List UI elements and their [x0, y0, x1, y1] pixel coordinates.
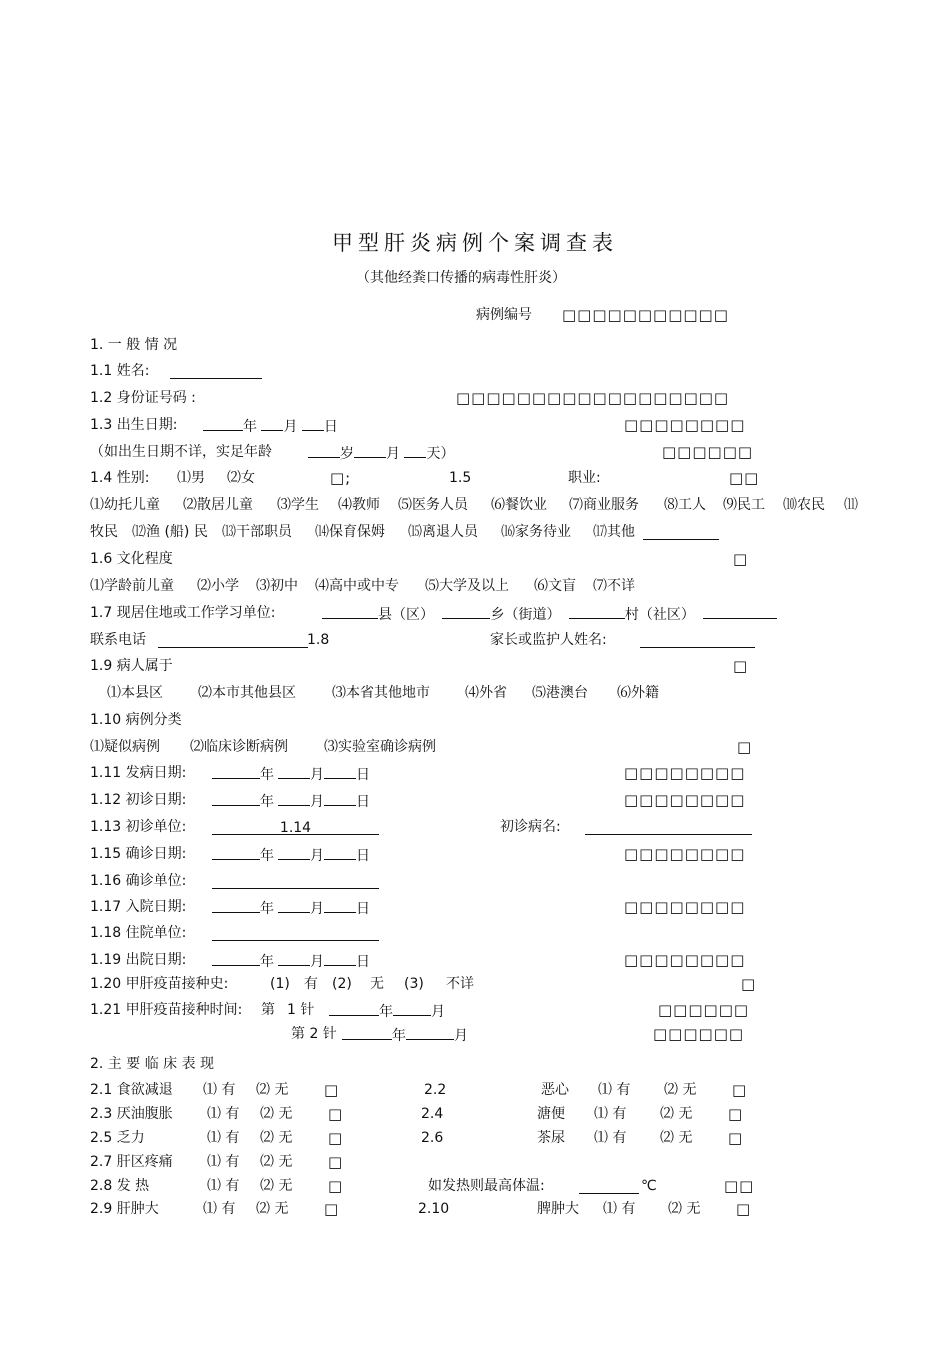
dose2-fields: [342, 1025, 468, 1045]
year-unit: 年: [392, 1028, 406, 1044]
month-field[interactable]: [278, 951, 310, 966]
symptom-box[interactable]: □: [736, 1200, 752, 1218]
no-option[interactable]: ⑵ 无: [260, 1178, 293, 1194]
max-temperature-label: 如发热则最高体温:: [428, 1178, 545, 1194]
dose2-label: 第 2 针: [291, 1026, 337, 1042]
symptom-liver-pain-label: 2.7 肝区疼痛: [90, 1154, 173, 1170]
age-note-label: （如出生日期不详，实足年龄: [90, 444, 272, 460]
birth-year-field[interactable]: [203, 416, 243, 431]
first-visit-date-label: 1.12 初诊日期:: [90, 792, 187, 808]
month-unit: 月: [431, 1004, 445, 1020]
year-unit: 年: [243, 419, 257, 435]
residence-option[interactable]: ⑸港澳台: [532, 685, 588, 701]
birth-date-fields: [203, 416, 338, 436]
no-option[interactable]: ⑵ 无: [260, 1130, 293, 1146]
occ-option[interactable]: ⒀干部职员: [222, 524, 292, 540]
max-temperature-field[interactable]: [579, 1179, 639, 1194]
occ-other-field[interactable]: [643, 525, 719, 540]
admission-date-label: 1.17 入院日期:: [90, 899, 187, 915]
day-unit: 日: [356, 794, 370, 810]
item-1-8-number: 1.8: [307, 632, 330, 648]
confirm-date-fields: [212, 845, 370, 865]
occ-option[interactable]: ⑹餐饮业: [491, 497, 547, 513]
occ-option[interactable]: ⑷教师: [338, 497, 380, 513]
residence-box[interactable]: □: [733, 657, 749, 675]
yes-option[interactable]: ⑴ 有: [603, 1201, 636, 1217]
occ-option[interactable]: ⑽农民: [783, 497, 825, 513]
residence-option[interactable]: ⑶本省其他地市: [332, 685, 430, 701]
month-unit: 月: [310, 794, 324, 810]
no-option[interactable]: ⑵ 无: [660, 1106, 693, 1122]
address-detail-field[interactable]: [703, 604, 777, 619]
first-visit-unit-field[interactable]: [212, 819, 379, 835]
id-label: 1.2 身份证号码 :: [90, 390, 196, 406]
occ-option[interactable]: ⑿渔 (船) 民: [132, 524, 208, 540]
hospital-unit-label: 1.18 住院单位:: [90, 925, 187, 941]
month-field[interactable]: [278, 845, 310, 860]
yes-option[interactable]: ⑴ 有: [207, 1106, 240, 1122]
guardian-field[interactable]: [640, 633, 755, 648]
occ-option[interactable]: ⑻工人: [664, 497, 706, 513]
edu-option[interactable]: ⑸大学及以上: [425, 578, 509, 594]
first-visit-date-fields: [212, 791, 370, 811]
celsius-unit: ℃: [641, 1178, 657, 1194]
sex-female-option[interactable]: ⑵女: [227, 470, 255, 486]
month-unit: 月: [310, 954, 324, 970]
town-field[interactable]: [442, 604, 490, 619]
onset-date-fields: [212, 764, 370, 784]
section1-heading: 1. 一 般 情 况: [90, 337, 178, 353]
occupation-number: 1.5: [449, 470, 472, 486]
item-2-4-number: 2.4: [421, 1106, 444, 1122]
year-unit: 年: [260, 767, 274, 783]
year-field[interactable]: [212, 791, 260, 806]
age-boxes[interactable]: □□□□□□: [662, 443, 754, 461]
symptom-box[interactable]: □: [328, 1105, 344, 1123]
symptom-box[interactable]: □: [328, 1177, 344, 1195]
section2-heading: 2. 主 要 临 床 表 现: [90, 1056, 215, 1072]
symptom-splenomegaly-label: 脾肿大: [537, 1201, 579, 1217]
edu-option[interactable]: ⑷高中或中专: [315, 578, 399, 594]
occ-option[interactable]: ⑾: [844, 497, 858, 513]
symptom-box[interactable]: □: [732, 1081, 748, 1099]
year-unit: 年: [260, 848, 274, 864]
vac-option-text[interactable]: 不详: [446, 976, 474, 992]
edu-option[interactable]: ⑹文盲: [534, 578, 576, 594]
month-field[interactable]: [278, 898, 310, 913]
residence-option[interactable]: ⑷外省: [465, 685, 507, 701]
occupation-boxes[interactable]: □□: [729, 469, 760, 487]
class-option[interactable]: ⑶实验室确诊病例: [324, 739, 436, 755]
form-title: 甲型肝炎病例个案调查表: [332, 231, 618, 255]
occ-option[interactable]: ⑺商业服务: [569, 497, 639, 513]
year-unit: 年: [260, 954, 274, 970]
year-unit: 年: [260, 901, 274, 917]
yes-option[interactable]: ⑴ 有: [594, 1130, 627, 1146]
no-option[interactable]: ⑵ 无: [260, 1154, 293, 1170]
no-option[interactable]: ⑵ 无: [256, 1201, 289, 1217]
vac-option-text[interactable]: 有: [304, 976, 318, 992]
day-field[interactable]: [324, 845, 356, 860]
name-field[interactable]: [170, 364, 262, 379]
village-unit: 村（社区）: [624, 607, 695, 623]
case-number-label: 病例编号: [476, 307, 532, 323]
education-box[interactable]: □: [733, 550, 749, 568]
no-option[interactable]: ⑵ 无: [664, 1082, 697, 1098]
class-option[interactable]: ⑵临床诊断病例: [190, 739, 288, 755]
day-field[interactable]: [324, 791, 356, 806]
id-boxes[interactable]: □□□□□□□□□□□□□□□□□□: [456, 389, 730, 407]
onset-date-label: 1.11 发病日期:: [90, 765, 187, 781]
vac-option-text[interactable]: 无: [370, 976, 384, 992]
classification-box[interactable]: □: [737, 738, 753, 756]
discharge-date-fields: [212, 951, 370, 971]
day-unit: 日: [356, 954, 370, 970]
occupation-label: 职业:: [568, 470, 601, 486]
phone-field[interactable]: [158, 633, 308, 648]
month-unit: 月: [310, 848, 324, 864]
vaccine-history-label: 1.20 甲肝疫苗接种史:: [90, 976, 229, 992]
symptom-box[interactable]: □: [324, 1200, 340, 1218]
month-unit: 月: [454, 1028, 468, 1044]
occ-option[interactable]: ⑶学生: [277, 497, 319, 513]
year-field[interactable]: [329, 1001, 379, 1016]
dose1-label: [261, 1001, 314, 1019]
yes-option[interactable]: ⑴ 有: [203, 1201, 236, 1217]
day-unit: 日: [356, 767, 370, 783]
item-1-14-number: 1.14: [279, 820, 312, 836]
month-unit: 月: [310, 901, 324, 917]
edu-option[interactable]: ⑴学龄前儿童: [90, 578, 174, 594]
residence-option[interactable]: ⑹外籍: [617, 685, 659, 701]
phone-label: 联系电话: [90, 632, 146, 648]
first-visit-date-boxes[interactable]: □□□□□□□□: [624, 791, 746, 809]
birth-day-field[interactable]: [302, 416, 324, 431]
year-field[interactable]: [212, 951, 260, 966]
symptom-box[interactable]: □: [728, 1105, 744, 1123]
guardian-label: 家长或监护人姓名:: [490, 632, 607, 648]
no-option[interactable]: ⑵ 无: [668, 1201, 701, 1217]
form-subtitle: （其他经粪口传播的病毒性肝炎）: [356, 270, 566, 286]
occ-option[interactable]: ⒃家务待业: [501, 524, 571, 540]
occ-option[interactable]: ⑸医务人员: [398, 497, 468, 513]
first-visit-unit-label: 1.13 初诊单位:: [90, 819, 187, 835]
vaccine-history-box[interactable]: □: [741, 975, 757, 993]
day-unit: 日: [356, 848, 370, 864]
no-option[interactable]: ⑵ 无: [256, 1082, 289, 1098]
symptom-tea-urine-label: 茶尿: [537, 1130, 565, 1146]
month-unit: 月: [310, 767, 324, 783]
yes-option[interactable]: ⑴ 有: [207, 1154, 240, 1170]
age-month-unit: 月: [386, 446, 400, 462]
symptom-nausea-label: 恶心: [541, 1082, 569, 1098]
birth-boxes[interactable]: □□□□□□□□: [624, 416, 746, 434]
residence-option[interactable]: ⑵本市其他县区: [198, 685, 296, 701]
age-day-unit: 天）: [426, 446, 455, 462]
sex-box[interactable]: □;: [330, 469, 352, 487]
yes-option[interactable]: ⑴ 有: [594, 1106, 627, 1122]
confirm-unit-label: 1.16 确诊单位:: [90, 873, 187, 889]
sex-label: 1.4 性别:: [90, 470, 150, 486]
symptom-box[interactable]: □: [328, 1129, 344, 1147]
onset-date-boxes[interactable]: □□□□□□□□: [624, 764, 746, 782]
confirm-date-label: 1.15 确诊日期:: [90, 846, 187, 862]
age-fields: [308, 443, 454, 463]
year-field[interactable]: [342, 1025, 392, 1040]
dose1-boxes[interactable]: □□□□□□: [658, 1001, 750, 1019]
edu-option[interactable]: ⑵小学: [197, 578, 239, 594]
age-day-field[interactable]: [404, 443, 426, 458]
vac-option-num[interactable]: (3): [404, 976, 424, 992]
yes-option[interactable]: ⑴ 有: [203, 1082, 236, 1098]
year-field[interactable]: [212, 764, 260, 779]
item-2-10-number: 2.10: [418, 1201, 450, 1217]
no-option[interactable]: ⑵ 无: [660, 1130, 693, 1146]
occ-option[interactable]: ⑼民工: [723, 497, 765, 513]
confirm-date-boxes[interactable]: □□□□□□□□: [624, 845, 746, 863]
symptom-fever-label: 2.8 发 热: [90, 1178, 150, 1194]
age-month-field[interactable]: [354, 443, 386, 458]
symptom-hepatomegaly-label: 2.9 肝肿大: [90, 1201, 159, 1217]
year-field[interactable]: [212, 898, 260, 913]
case-number-boxes[interactable]: □□□□□□□□□□□: [562, 306, 729, 324]
occ-option[interactable]: ⒂离退人员: [408, 524, 478, 540]
dose1-number: 1 针: [287, 1002, 315, 1018]
town-unit: 乡（街道）: [490, 607, 561, 623]
item-2-2-number: 2.2: [424, 1082, 447, 1098]
sex-male-option[interactable]: ⑴男: [177, 470, 205, 486]
occ-option[interactable]: 牧民: [90, 524, 118, 540]
confirm-unit-field[interactable]: [212, 874, 379, 889]
symptom-fatigue-label: 2.5 乏力: [90, 1130, 145, 1146]
no-option[interactable]: ⑵ 无: [260, 1106, 293, 1122]
edu-option[interactable]: ⑶初中: [256, 578, 298, 594]
day-unit: 日: [323, 419, 338, 435]
county-field[interactable]: [322, 604, 378, 619]
month-unit: 月: [283, 419, 298, 435]
month-field[interactable]: [393, 1001, 431, 1016]
occ-option[interactable]: ⑴幼托儿童: [90, 497, 160, 513]
occ-option[interactable]: ⒄其他: [593, 524, 635, 540]
year-unit: 年: [379, 1004, 393, 1020]
symptom-greasy-label: 2.3 厌油腹胀: [90, 1106, 173, 1122]
first-diagnosis-field[interactable]: [585, 820, 752, 835]
address-label: 1.7 现居住地或工作学习单位:: [90, 605, 276, 621]
month-field[interactable]: [278, 791, 310, 806]
day-unit: 日: [356, 901, 370, 917]
residence-option[interactable]: ⑴本县区: [107, 685, 163, 701]
temperature-boxes[interactable]: □□: [724, 1177, 755, 1195]
day-field[interactable]: [324, 764, 356, 779]
admission-date-boxes[interactable]: □□□□□□□□: [624, 898, 746, 916]
vac-option-num[interactable]: (1): [270, 976, 290, 992]
yes-option[interactable]: ⑴ 有: [598, 1082, 631, 1098]
yes-option[interactable]: ⑴ 有: [207, 1178, 240, 1194]
dose1-prefix: 第: [261, 1002, 275, 1018]
symptom-box[interactable]: □: [324, 1081, 340, 1099]
day-field[interactable]: [324, 898, 356, 913]
age-year-field[interactable]: [308, 443, 340, 458]
occ-option[interactable]: ⒁保育保姆: [315, 524, 385, 540]
dose2-boxes[interactable]: □□□□□□: [653, 1025, 745, 1043]
month-field[interactable]: [406, 1025, 454, 1040]
symptom-loose-stool-label: 溏便: [537, 1106, 565, 1122]
discharge-date-boxes[interactable]: □□□□□□□□: [624, 951, 746, 969]
residence-label: 1.9 病人属于: [90, 658, 173, 674]
class-option[interactable]: ⑴疑似病例: [90, 739, 160, 755]
birth-label: 1.3 出生日期:: [90, 417, 178, 433]
first-diagnosis-label: 初诊病名:: [500, 819, 561, 835]
age-year-unit: 岁: [340, 446, 354, 462]
address-fields: [322, 604, 777, 624]
year-field[interactable]: [212, 845, 260, 860]
admission-date-fields: [212, 898, 370, 918]
vaccine-time-label: 1.21 甲肝疫苗接种时间:: [90, 1002, 243, 1018]
symptom-appetite-label: 2.1 食欲减退: [90, 1082, 173, 1098]
dose1-fields: [329, 1001, 445, 1021]
name-label: 1.1 姓名:: [90, 363, 150, 379]
month-field[interactable]: [278, 764, 310, 779]
item-2-6-number: 2.6: [421, 1130, 444, 1146]
discharge-date-label: 1.19 出院日期:: [90, 952, 187, 968]
symptom-box[interactable]: □: [328, 1153, 344, 1171]
yes-option[interactable]: ⑴ 有: [207, 1130, 240, 1146]
county-unit: 县（区）: [378, 607, 434, 623]
classification-label: 1.10 病例分类: [90, 712, 182, 728]
day-field[interactable]: [324, 951, 356, 966]
year-unit: 年: [260, 794, 274, 810]
education-label: 1.6 文化程度: [90, 551, 173, 567]
hospital-unit-field[interactable]: [212, 926, 379, 941]
occ-option[interactable]: ⑵散居儿童: [183, 497, 253, 513]
birth-month-field[interactable]: [261, 416, 283, 431]
village-field[interactable]: [569, 604, 625, 619]
symptom-box[interactable]: □: [728, 1129, 744, 1147]
vac-option-num[interactable]: (2): [332, 976, 352, 992]
edu-option[interactable]: ⑺不详: [593, 578, 635, 594]
